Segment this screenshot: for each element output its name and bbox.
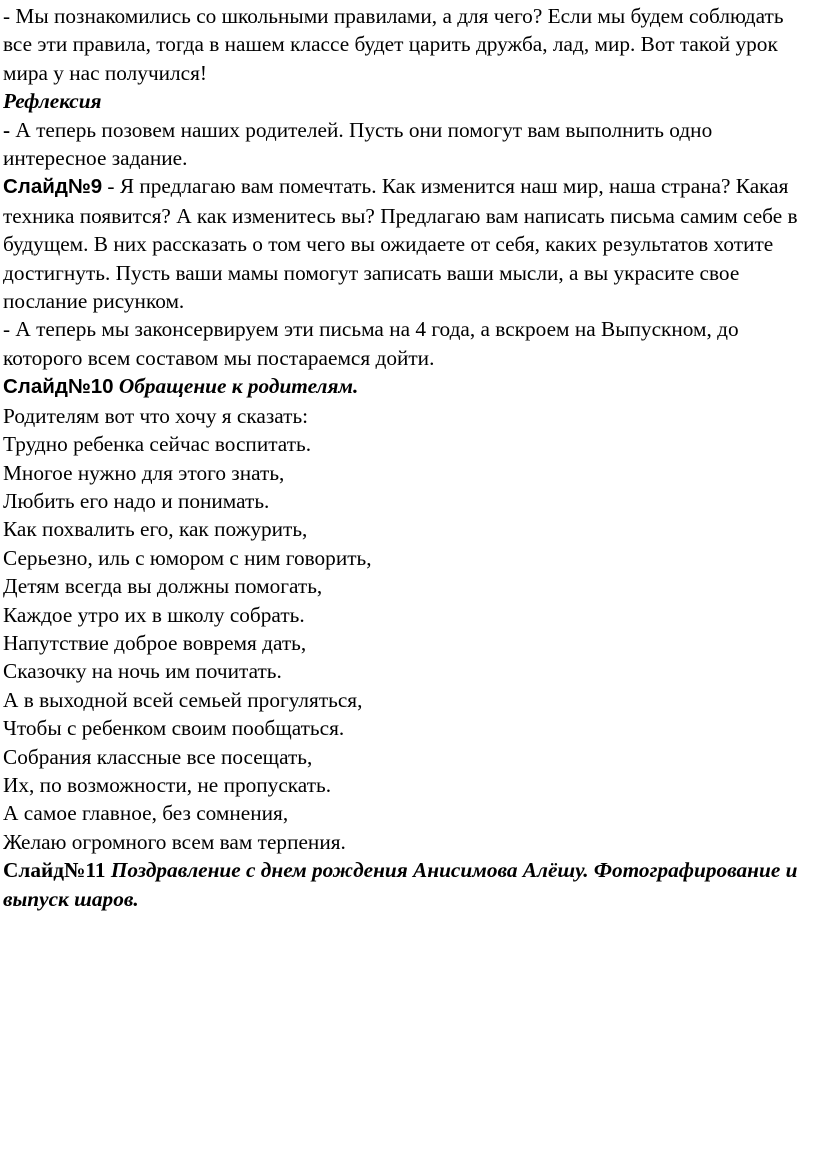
poem-line: Любить его надо и понимать. — [3, 488, 270, 513]
poem-line: Сказочку на ночь им почитать. — [3, 659, 282, 684]
slide9-text: - Я предлагаю вам помечтать. Как изменится наш мир, наша страна? Какая техника появится? А как изменитесь вы? Предлагаю вам написать письма самим себе в будущем. В них рассказать о том чего вы ожидаете от себя, каких результатов хотите достигнуть. Пусть ваши мамы помогут записать ваши мысли, а вы украсите свое послание рисунком. — [3, 174, 798, 314]
slide11-title: Поздравление с днем рождения Анисимова Алёшу. Фотографирование и выпуск шаров. — [3, 858, 798, 911]
conserve-paragraph: - А теперь мы законсервируем эти письма на 4 года, а вскроем на Выпускном, до которого всем составом мы постараемся дойти. — [3, 317, 739, 370]
reflection-dash: - — [3, 117, 11, 142]
poem-line: Серьезно, иль с юмором с ним говорить, — [3, 545, 372, 570]
poem-line: Родителям вот что хочу я сказать: — [3, 403, 309, 428]
poem-block — [3, 402, 804, 857]
poem-line: Напутствие доброе вовремя дать, — [3, 630, 307, 655]
reflection-paragraph — [3, 116, 804, 173]
slide11-label: Слайд№11 — [3, 858, 106, 883]
poem-line: Многое нужно для этого знать, — [3, 460, 285, 485]
slide11-heading — [3, 856, 804, 913]
slide9-paragraph — [3, 172, 804, 315]
poem-line: Детям всегда вы должны помогать, — [3, 574, 323, 599]
poem-line: Трудно ребенка сейчас воспитать. — [3, 432, 312, 457]
slide10-title: Обращение к родителям. — [113, 374, 359, 399]
poem-line: Желаю огромного всем вам терпения. — [3, 829, 346, 854]
reflection-heading — [3, 87, 804, 115]
reflection-text: А теперь позовем наших родителей. Пусть они помогут вам выполнить одно интересное задание. — [3, 117, 713, 171]
poem-line: Их, по возможности, не пропускать. — [3, 772, 332, 797]
poem-line: А самое главное, без сомнения, — [3, 801, 289, 826]
slide10-heading — [3, 372, 804, 401]
poem-line: Каждое утро их в школу собрать. — [3, 602, 305, 627]
poem-line: Чтобы с ребенком своим пообщаться. — [3, 716, 345, 741]
slide10-label: Слайд№10 — [3, 375, 114, 399]
reflection-heading-text: Рефлексия — [3, 89, 102, 114]
poem-line: Собрания классные все посещать, — [3, 744, 313, 769]
intro-paragraph: - Мы познакомились со школьными правилами, а для чего? Если мы будем соблюдать все эти правила, тогда в нашем классе будет царить дружба, лад, мир. Вот такой урок мира у нас получился! — [3, 4, 784, 85]
poem-line: А в выходной всей семьей прогуляться, — [3, 687, 363, 712]
slide9-label: Слайд№9 — [3, 175, 103, 199]
poem-line: Как похвалить его, как пожурить, — [3, 517, 308, 542]
